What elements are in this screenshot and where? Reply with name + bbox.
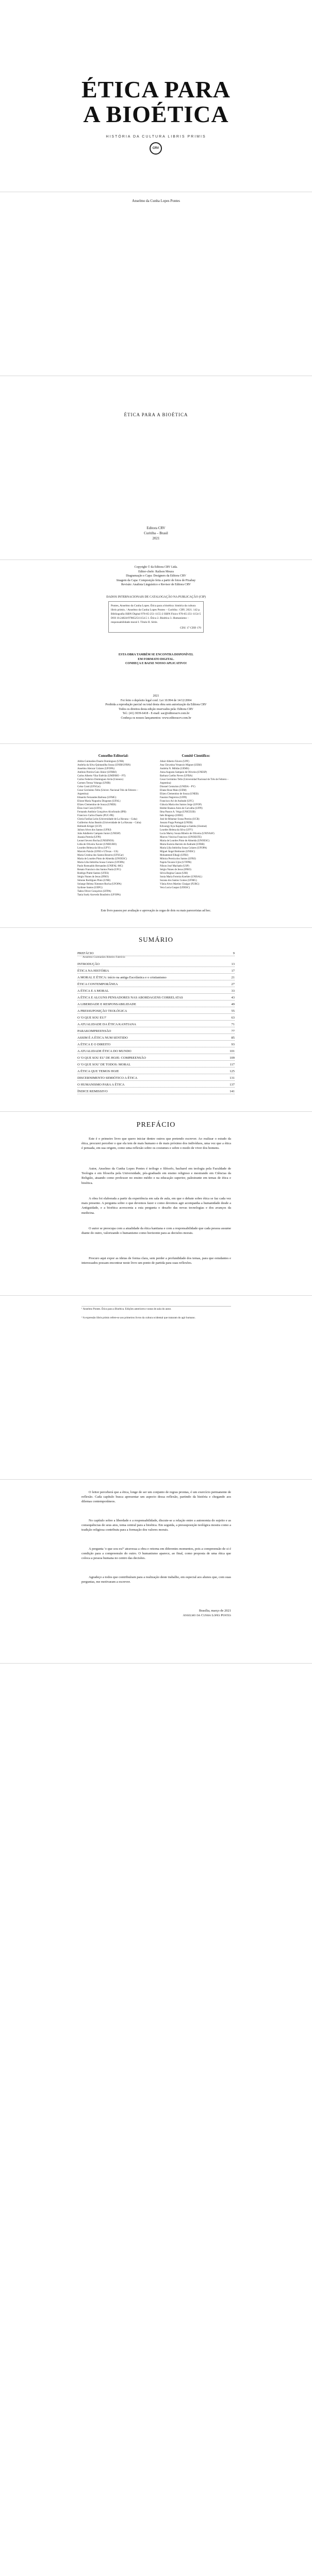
toc-entry[interactable] bbox=[77, 1089, 235, 1094]
digital-notice-line: EM FORMATO DIGITAL. bbox=[138, 657, 174, 661]
toc-entry[interactable] bbox=[77, 1049, 235, 1054]
council-member: Celso Conti (UFSCar) bbox=[77, 786, 101, 788]
committee-member: Ilma Passos A. Veiga (UNICEUB) bbox=[160, 811, 195, 814]
catalog-footer: CDU 17 CDD 170 bbox=[179, 626, 201, 630]
council-member: Andréia da Silva Quintanilha Sousa (UNIR/UFRN) bbox=[77, 764, 131, 767]
editorial-council-title: Conselho Editorial: bbox=[98, 754, 129, 758]
committee-member: Barbara Coelho Neves (UFBA) bbox=[160, 775, 193, 777]
committee-member: Eliane Rose Maio (UEM) bbox=[160, 789, 187, 792]
toc-entry-label: A LIBERDADE E RESPONSABILIDADE bbox=[77, 1003, 136, 1006]
committee-member: Gláucia Maria dos Santos Jorge (UFOP) bbox=[160, 804, 202, 806]
council-member: Renato Francisco dos Santos Paula (UFG) bbox=[77, 869, 121, 871]
toc-entry-page: 77 bbox=[231, 1029, 235, 1033]
toc-entry-label: O 'O QUE SOU' DE TODOS: MORAL bbox=[77, 1063, 131, 1066]
committee-member: Mohammed Elhajji (UFRJ) bbox=[160, 854, 188, 857]
toc-entry[interactable] bbox=[77, 1062, 235, 1067]
council-member: Sérgio Nunes de Jesus (IFRO) bbox=[77, 876, 109, 878]
council-member: Tadeu Oliver Gonçalves (UFPA) bbox=[77, 890, 111, 893]
catalog-body: Pontes, Anselmo da Cunha Lopes. Ética para a bioética: história da cultura libris primis. / Anselmo da Cunha Lopes Pontes – Curitiba : CRV, 2021. 142 p. Bibliografia ISBN Digital 978-65-251-1155-2 ISBN Físico 978-65-251-1154-5 DOI 10.24824/978652511154.5 1. Ética 2. Bioética 3. Humanismo – responsabilidade moral I. Título II. Série. bbox=[111, 604, 201, 624]
rights-line: Todos os direitos desta edição reservados pela: Editora CRV bbox=[119, 707, 193, 711]
toc-entry[interactable] bbox=[77, 1002, 235, 1007]
council-member: Lídia de Oliveira Xavier (UNIEURO) bbox=[77, 843, 117, 846]
toc-entry-label: PARAKOMPREENSÃO bbox=[77, 1029, 111, 1033]
council-member: Carlos Alberto Vilar Estêvão (UMINHO – PT) bbox=[77, 775, 126, 777]
council-member: Cesar Gerónimo Tello (Univer. Nacional Três de Febrero – Argentina) bbox=[77, 789, 138, 795]
council-member: Elizeu Clementino de Souza (UNEB) bbox=[77, 804, 116, 806]
committee-member: Francisco Ari de Andrade (UFC) bbox=[160, 800, 194, 803]
committee-member: Altair Alberto Fávero (UPF) bbox=[160, 760, 189, 763]
toc-entry-page: 33 bbox=[231, 989, 235, 993]
committee-member: Maria Eurácia Barreto de Andrade (UFRB) bbox=[160, 843, 205, 846]
sumario-page bbox=[0, 928, 312, 1111]
council-member: Carlos Federico Dominguez Avila (Unieuro) bbox=[77, 778, 124, 781]
committee-member: José de Ribamar Sousa Pereira (UCB) bbox=[160, 818, 200, 821]
committee-member: Jussara Fraga Portugal (UNEB) bbox=[160, 822, 193, 824]
toc-entry-page: 93 bbox=[231, 1043, 235, 1046]
toc-entry-page: 141 bbox=[229, 1090, 235, 1093]
review-note: Este livro passou por avaliação e aprovação às cegas de dois ou mais pareceristas ad hoc. bbox=[101, 909, 211, 912]
footnote: ² A expressão libris primis refere-se aos primeiros livros da cultura ocidental que trataram do agir humano. bbox=[81, 1316, 195, 1319]
catalog-card bbox=[108, 601, 204, 633]
council-member: Gloria Fariñas León (Universidade de La Havana – Cuba) bbox=[77, 818, 138, 821]
digital-notice bbox=[0, 653, 312, 666]
scientific-committee bbox=[160, 754, 232, 890]
title-page-city: Curitiba – Brasil bbox=[144, 531, 168, 535]
toc-entry[interactable] bbox=[77, 982, 235, 987]
toc-entry-label: A ÉTICA E O DIREITO bbox=[77, 1043, 111, 1046]
copyright-line: Editor-chefe: Railson Moura bbox=[138, 570, 174, 573]
committee-member: Helder Buenos Aires de Carvalho (UFPI) bbox=[160, 807, 203, 810]
scientific-committee-list bbox=[160, 760, 232, 890]
toc-entry-page: 117 bbox=[229, 1063, 235, 1066]
title-page-title: ÉTICA PARA A BIOÉTICA bbox=[124, 412, 188, 417]
council-member: Jailson Alves dos Santos (UFRJ) bbox=[77, 829, 111, 832]
toc-entry-page: 49 bbox=[231, 1003, 235, 1006]
copyright-line: Imagem da Capa: Composição feita a partir de fotos de Pixabay bbox=[116, 579, 196, 582]
committee-member: Silvia Regina Canan (URI) bbox=[160, 872, 188, 875]
toc-entry-page: 13 bbox=[231, 962, 235, 966]
toc-entry[interactable] bbox=[77, 975, 235, 980]
prefacio-paragraph: O leitor perceberá que a ética, longe de ser um conjunto de regras prontas, é um exercício permanente de reflexão. Cada capítulo busca apresentar um aspecto dessa reflexão, partindo da história e chegando aos dilemas contemporâneos. bbox=[81, 1490, 231, 1504]
toc-entry-label: INTRODUÇÃO bbox=[77, 962, 100, 966]
toc-entry-label: A ÉTICA E ALGUNS PENSADORES NAS ABORDAGENS CORRELATAS bbox=[77, 996, 183, 999]
cover-title-line-1: ÉTICA PARA bbox=[81, 76, 231, 103]
prefacio-page-1 bbox=[0, 1112, 312, 1295]
half-title-author: Anselmo da Cunha Lopes Pontes bbox=[132, 199, 180, 203]
toc-entry-page: 63 bbox=[231, 1016, 235, 1020]
committee-member: Lucia Marisy Souza Ribeiro de Oliveira (UNIVASF) bbox=[160, 833, 215, 835]
committee-member: Sonia Maria Ferreira Koehler (UNISAL) bbox=[160, 876, 202, 878]
toc-entry-label: A ÉTICA E A MORAL bbox=[77, 989, 109, 993]
council-member: Guillermo Arias Beatón (Universidade de La Havana – Cuba) bbox=[77, 822, 141, 824]
rights-line: Foi feito o depósito legal conf. Lei 10.994 de 14/12/2004 bbox=[120, 699, 192, 702]
title-page bbox=[0, 376, 312, 560]
toc-entry-page: 137 bbox=[229, 1083, 235, 1087]
council-member: Helmuth Krüger (UCP) bbox=[77, 825, 102, 828]
toc-entry[interactable] bbox=[77, 1056, 235, 1061]
toc-entry-label: A ÉTICA QUE TEMOS HOJE bbox=[77, 1070, 119, 1073]
toc-entry-label: ÉTICA CONTEMPORÂNEA bbox=[77, 982, 118, 986]
publisher-logo-icon: CRV bbox=[150, 142, 162, 155]
toc-entry[interactable] bbox=[77, 969, 235, 974]
toc-entry-page: 21 bbox=[231, 976, 235, 979]
council-member: Simone Rodrigues Pinto (UNB) bbox=[77, 879, 111, 882]
committee-member: Sérgio Nunes de Jesus (IFRO) bbox=[160, 869, 191, 871]
toc-entry[interactable] bbox=[77, 995, 235, 1001]
prefacio-paragraph: Autor, Anselmo da Cunha Lopes Pontes é teólogo e filósofo, bacharel em teologia pela Faculdade de Teologia e em filosofia pela Universidade, pós-graduado em ensino religioso e mestrando em Ciências da Religião, atuando como professor no ensino médio e na educação superior, palestrante em temas de ética e bioética. bbox=[81, 1167, 231, 1185]
prefacio-title: PREFÁCIO bbox=[136, 1121, 176, 1129]
toc-entry[interactable] bbox=[77, 1029, 235, 1034]
signature-author: Anselmo da Cunha Lopes Pontes bbox=[183, 1614, 231, 1617]
council-member: Lourdes Helena da Silva (UFV) bbox=[77, 847, 110, 850]
committee-member: Maria de Lourdes Pinto de Almeida (UNOESC) bbox=[160, 840, 210, 842]
committee-member: Maria Lília Imbiriba Sousa Colares (UFOPA) bbox=[160, 847, 207, 850]
editorial-council-list bbox=[77, 760, 150, 897]
committee-member: Kilwangy Kya Kapitango-a-Samba (Unemat) bbox=[160, 825, 207, 828]
toc-entry[interactable] bbox=[77, 1076, 235, 1081]
copyright-credits bbox=[0, 565, 312, 587]
toc-entry-page: 17 bbox=[231, 969, 235, 973]
prefacio-paragraph: Agradeço a todos que contribuíram para a realização deste trabalho, em especial aos alunos que, com suas perguntas, me motivaram a escrever. bbox=[81, 1575, 231, 1584]
council-member: Anselmo Alencar Colares (UFOPA) bbox=[77, 768, 114, 770]
toc-entry-page: 27 bbox=[231, 982, 235, 986]
council-member: Maria de Lourdes Pinto de Almeida (UNOESC) bbox=[77, 858, 127, 860]
prefacio-paragraph: A obra foi elaborada a partir da experiência em sala de aula, em que o debate sobre ética se faz cada vez mais presente. A pergunta sobre o que devemos fazer e como devemos agir acompanha a humanidade desde a Antiguidade, e a bioética acrescenta a esta pergunta o desafio das novas tecnologias e dos avanços da medicina. bbox=[81, 1197, 231, 1215]
council-member: Eduardo Fernandes Barbosa (UFMG) bbox=[77, 796, 117, 799]
committee-member: Diosnel Centurion (UNIDA – PY) bbox=[160, 786, 195, 788]
toc-entry-page: 55 bbox=[231, 1009, 235, 1013]
toc-entry-page: 125 bbox=[229, 1070, 235, 1073]
toc-entry-page: 101 bbox=[229, 1049, 235, 1053]
committee-member: Cesar Gerónimo Tello (Universidad Nacional de Três de Febrero – Argentina) bbox=[160, 778, 229, 785]
rights-line: 2021 bbox=[153, 694, 159, 698]
footnote: ¹ Anselmo Pontes. Ética para a Bioética. Edições anteriores e notas de aula do autor. bbox=[81, 1306, 231, 1311]
council-member: Fernando Antônio Gonçalves Alcoforado (IPB) bbox=[77, 811, 126, 814]
scientific-committee-title: Comitê Científico: bbox=[182, 754, 210, 758]
toc-entry-label: DISCERNIMENTO SEMIÓTICO A ÉTICA bbox=[77, 1076, 138, 1080]
title-page-publisher: Editora CRV bbox=[146, 526, 166, 530]
toc-entry-label: ÍNDICE REMISSIVO bbox=[77, 1090, 108, 1093]
toc-entry[interactable] bbox=[77, 1022, 235, 1027]
toc-entry-label: A ATUALIDADE DA ÉTICA KANTIANA bbox=[77, 1023, 137, 1026]
toc-entry-label: A ATUALIDADE ÉTICA DO MUNDO bbox=[77, 1049, 132, 1053]
committee-member: Lourdes Helena da Silva (UFV) bbox=[160, 829, 193, 832]
prefacio-signature bbox=[81, 1608, 231, 1618]
council-member: Elione Maria Nogueira Diogenes (UFAL) bbox=[77, 800, 121, 803]
committee-member: Vera Lucia Gaspar (UDESC) bbox=[160, 887, 190, 889]
signature-place-date: Brasília, março de 2021 bbox=[199, 1609, 231, 1613]
council-member: Élsio José Corá (UFFS) bbox=[77, 807, 102, 810]
rights-notice bbox=[0, 694, 312, 720]
toc-entry[interactable] bbox=[77, 1009, 235, 1014]
copyright-line: Copyright © da Editora CRV Ltda. bbox=[134, 566, 178, 569]
council-member: Maria Cristina dos Santos Bezerra (UFSCar) bbox=[77, 854, 124, 857]
toc-entry-label: ASSIM É A ÉTICA NUM SENTIDO bbox=[77, 1036, 128, 1040]
editorial-council bbox=[77, 754, 150, 897]
rights-line: Tel.: (41) 3039-6418 - E-mail: sac@editoracrv.com.br bbox=[122, 712, 190, 715]
committee-member: Marcos Vinicius Francisco (UNOESTE) bbox=[160, 836, 202, 839]
toc-entry[interactable] bbox=[77, 1036, 235, 1041]
committee-member: Inês Bragança (UERJ) bbox=[160, 815, 183, 817]
rights-line: Conheça os nossos lançamentos: www.editoracrv.com.br bbox=[121, 716, 191, 720]
toc-entry-page: 109 bbox=[229, 1056, 235, 1060]
prefacio-paragraph: O autor se preocupa com a atualidade da ética kantiana e com a responsabilidade que cada pessoa assume diante do outro, valorizando o humanismo como horizonte para as decisões morais. bbox=[81, 1227, 231, 1235]
council-member: João Adalberto Campato Junior (UNESP) bbox=[77, 833, 121, 835]
councils-page bbox=[0, 744, 312, 927]
committee-member: Najela Tavares Ujiie (UTFPR) bbox=[160, 861, 192, 864]
rights-line: Proibida a reprodução parcial ou total desta obra sem autorização da Editora CRV bbox=[105, 703, 207, 706]
sumario-title: SUMÁRIO bbox=[139, 936, 173, 943]
toc-entry-label: O HUMANISMO PARA A ÉTICA bbox=[77, 1083, 125, 1087]
council-member: Aldira Guimarães Duarte Domínguez (UNB) bbox=[77, 760, 124, 763]
committee-member: Elizeu Clementino de Souza (UNEB) bbox=[160, 793, 199, 795]
toc-sub-entry: Anselmo Guimarães Ribeiro Fabrício bbox=[83, 956, 125, 959]
council-member: Carmen Tereza Velanga (UNIR) bbox=[77, 782, 111, 785]
prefacio-paragraph: No capítulo sobre a liberdade e a responsabilidade, discute-se a relação entre a autonomia do sujeito e as consequências de seus atos, tema central para a bioética. Em seguida, a pressuposição teológica mostra como a tradição religiosa contribuiu para a formação dos valores morais. bbox=[81, 1519, 231, 1532]
prefacio-paragraph: Procuro aqui expor as ideias de forma clara, sem perder a profundidade dos temas, para que estudantes e interessados possam encontrar neste livro um ponto de partida para suas reflexões. bbox=[81, 1257, 231, 1265]
prefacio-page-3 bbox=[0, 1480, 312, 1663]
copyright-page bbox=[0, 560, 312, 743]
toc-entry[interactable] bbox=[77, 962, 235, 967]
committee-member: Nilson José Machado (USP) bbox=[160, 865, 189, 868]
council-member: Sydione Santos (UEPG) bbox=[77, 887, 103, 889]
council-member: Rodrigo Pratte-Santos (UFES) bbox=[77, 872, 109, 875]
toc-entry-label: PREFÁCIO bbox=[77, 952, 94, 955]
title-page-year: 2021 bbox=[152, 536, 160, 540]
cover-title-line-2: A BIOÉTICA bbox=[83, 101, 229, 127]
cover-title bbox=[0, 77, 312, 127]
cover-subtitle: HISTÓRIA DA CULTURA LIBRIS PRIMIS bbox=[106, 135, 206, 139]
cover-page bbox=[0, 0, 312, 192]
blank-trailing-area bbox=[0, 1664, 312, 2576]
toc-entry-page: 9 bbox=[233, 952, 235, 955]
committee-member: Suzana dos Santos Gomes (UFMG) bbox=[160, 879, 197, 882]
prefacio-paragraph: A pergunta 'o que sou eu?' atravessa a obra e retorna em diferentes momentos, pois a compreensão de si é condição para a compreensão do outro. O humanismo aparece, ao final, como proposta de uma ética que coloca a pessoa humana no centro das decisões. bbox=[81, 1547, 231, 1561]
committee-member: Andréia N. Militão (UEMS) bbox=[160, 768, 189, 770]
council-member: Marcelo Paixão (UFRJ e UTexas – US) bbox=[77, 851, 119, 853]
catalog-header: DADOS INTERNACIONAIS DE CATALOGAÇÃO NA PUBLICAÇÃO (CIP) bbox=[106, 596, 206, 599]
toc-entry[interactable] bbox=[77, 989, 235, 994]
prefacio-page-2 bbox=[0, 1296, 312, 1479]
council-member: Josania Portela (UFPI) bbox=[77, 836, 101, 839]
council-member: Leonel Severo Rocha (UNISINOS) bbox=[77, 840, 114, 842]
toc-entry-label: O 'O QUE SOU EU' DE HOJE: COMPREENSÃO bbox=[77, 1056, 146, 1060]
council-member: Paulo Romualdo Hernandes (UNIFAL-MG) bbox=[77, 865, 123, 868]
toc-entry-page: 85 bbox=[231, 1036, 235, 1040]
council-member: Tania Suely Azevedo Brasileiro (UFOPA) bbox=[77, 894, 121, 896]
toc-entry[interactable] bbox=[77, 1042, 235, 1047]
toc-entry-page: 131 bbox=[229, 1076, 235, 1080]
toc-entry-label: A MORAL E ÉTICA: início na antiga Escolástica e o cristianismo bbox=[77, 976, 167, 979]
toc-entry-page: 43 bbox=[231, 996, 235, 999]
council-member: Solange Helena Ximenes-Rocha (UFOPA) bbox=[77, 883, 122, 886]
committee-member: Mônica Pereira dos Santos (UFRJ) bbox=[160, 858, 196, 860]
council-member: Antônio Pereira Gaio Júnior (UFRRJ) bbox=[77, 771, 117, 774]
toc-entry[interactable] bbox=[77, 1082, 235, 1088]
committee-member: Anna Augusta Sampaio de Oliveira (UNESP) bbox=[160, 771, 207, 774]
council-member: Francisco Carlos Duarte (PUC-PR) bbox=[77, 815, 114, 817]
toc-entry[interactable] bbox=[77, 1069, 235, 1074]
copyright-line: Diagramação e Capa: Designers da Editora CRV bbox=[126, 574, 186, 578]
committee-member: Ana Chrystina Venancio Mignot (UERJ) bbox=[160, 764, 202, 767]
toc-entry-label: ÉTICA NA HISTÓRIA bbox=[77, 969, 109, 973]
half-title-page bbox=[0, 192, 312, 376]
committee-member: Fauston Negreiros (UFPI) bbox=[160, 796, 187, 799]
toc-entry-label: A PRESSUPOSIÇÃO TEOLÓGICA bbox=[77, 1009, 127, 1013]
copyright-line: Revisão: Analista Linguístico e Revisor de Editora CRV bbox=[121, 583, 191, 586]
prefacio-paragraph: Este é o primeiro livro que quero iniciar dentre outros que pretendo escrever. Ao realizar o estudo da ética, procurei perceber o que ela tem de mais humano e de mais próximo dos indivíduos, uma vez que a ética é pensada, em sua origem, como uma reflexão sobre os costumes e sobre o modo de viver dos homens. bbox=[81, 1137, 231, 1150]
toc-entry-page: 71 bbox=[231, 1023, 235, 1026]
digital-notice-line: CONHEÇA E BAIXE NOSSO APLICATIVO! bbox=[125, 662, 187, 665]
toc-entry[interactable] bbox=[77, 1015, 235, 1021]
committee-member: Vânia Alves Martins Chaigar (FURG) bbox=[160, 883, 200, 886]
digital-notice-line: ESTA OBRA TAMBÉM SE ENCONTRA DISPONÍVEL bbox=[118, 653, 194, 656]
committee-member: Míguel Ángel Belmonte (UNISC) bbox=[160, 851, 195, 853]
council-member: Maria Lília Imbiriba Sousa Colares (UFOPA) bbox=[77, 861, 125, 864]
toc-entry-label: O 'O QUE SOU EU?' bbox=[77, 1016, 107, 1020]
